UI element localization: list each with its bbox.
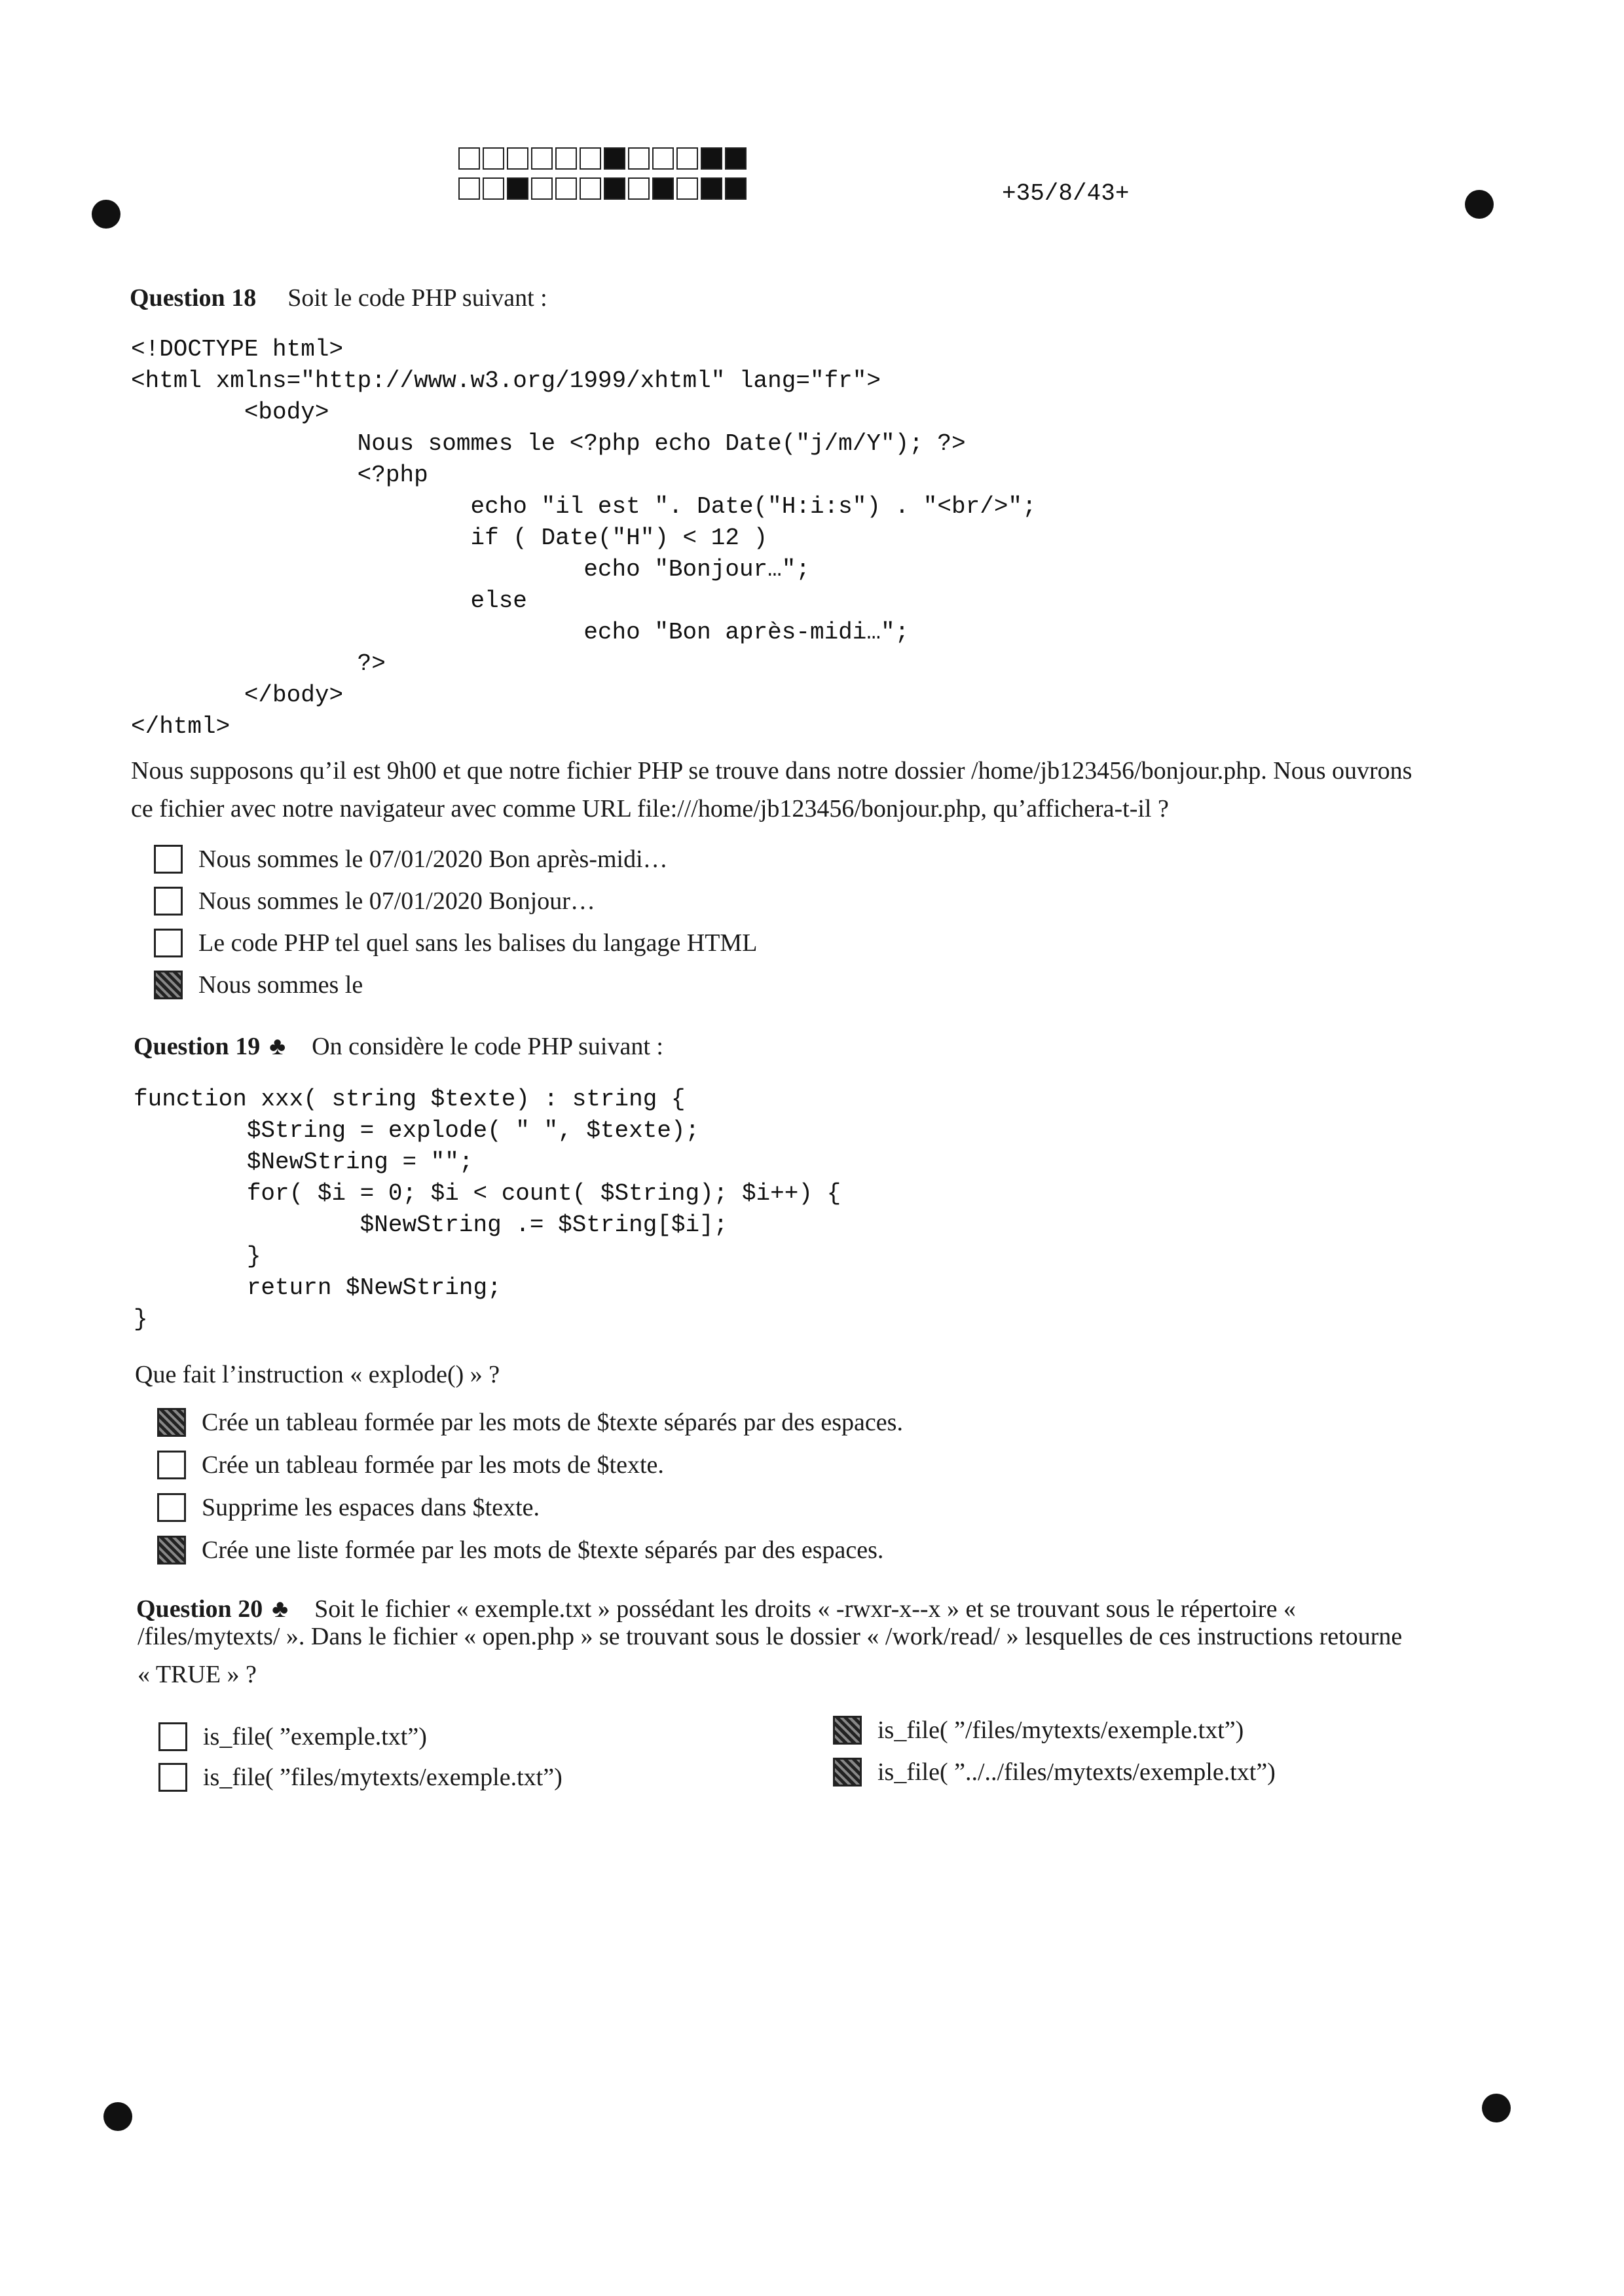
q18-choice-4[interactable] xyxy=(154,971,363,999)
barcode-cell xyxy=(701,177,722,200)
barcode-cell xyxy=(676,177,698,200)
checkbox[interactable] xyxy=(157,1451,186,1479)
barcode-cell xyxy=(531,177,553,200)
q20-choice-1[interactable] xyxy=(158,1722,427,1751)
barcode-row-2 xyxy=(458,177,749,202)
choice-label: Supprime les espaces dans $texte. xyxy=(202,1494,540,1521)
registration-dot-bottom-right xyxy=(1482,2094,1511,2122)
checkbox[interactable] xyxy=(833,1716,862,1745)
checkbox[interactable] xyxy=(154,887,183,916)
choice-label: Nous sommes le xyxy=(198,971,363,999)
choice-label: Crée un tableau formée par les mots de $texte séparés par des espaces. xyxy=(202,1409,903,1436)
barcode-cell xyxy=(580,177,601,200)
question-19-header xyxy=(134,1032,663,1061)
question-20-text: /files/mytexts/ ». Dans le fichier « open.php » se trouvant sous le dossier « /work/read/ » lesquelles de ces instructions retourne « TRUE » ? xyxy=(138,1623,1403,1688)
q18-choice-3[interactable] xyxy=(154,929,757,957)
registration-dot-top-left xyxy=(92,200,120,229)
q20-choice-4[interactable] xyxy=(833,1758,1276,1787)
barcode-cell xyxy=(555,177,577,200)
barcode-cell xyxy=(725,147,747,170)
checkbox[interactable] xyxy=(157,1536,186,1565)
q19-choice-2[interactable] xyxy=(157,1451,664,1479)
barcode-cell xyxy=(652,147,674,170)
q19-choice-4[interactable] xyxy=(157,1536,883,1565)
checkbox[interactable] xyxy=(154,929,183,957)
barcode-cell xyxy=(652,177,674,200)
checkbox[interactable] xyxy=(154,845,183,874)
barcode-cell xyxy=(458,177,480,200)
checkbox[interactable] xyxy=(154,971,183,999)
question-20-intro: Soit le fichier « exemple.txt » possédant les droits « -rwxr-x--x » et se trouvant sous le répertoire « xyxy=(314,1595,1296,1623)
checkbox[interactable] xyxy=(157,1493,186,1522)
club-icon: ♣ xyxy=(272,1595,289,1623)
question-19-text: Que fait l’instruction « explode() » ? xyxy=(135,1361,500,1388)
question-19-number: Question 19 xyxy=(134,1033,261,1060)
question-18-number: Question 18 xyxy=(130,284,257,312)
q18-choice-1[interactable] xyxy=(154,845,668,874)
barcode-cell xyxy=(628,147,650,170)
registration-dot-bottom-left xyxy=(103,2102,132,2131)
checkbox[interactable] xyxy=(157,1408,186,1437)
question-18-text: Nous supposons qu’il est 9h00 et que notre fichier PHP se trouve dans notre dossier /home/jb123456/bonjour.php. Nous ouvrons ce fichier avec notre navigateur avec comme URL file:///home/jb123456/bonjour.php, qu’affichera-t-il ? xyxy=(131,757,1412,823)
registration-dot-top-right xyxy=(1465,190,1494,219)
checkbox[interactable] xyxy=(833,1758,862,1787)
page-code: +35/8/43+ xyxy=(1002,180,1130,207)
barcode-cell xyxy=(604,177,625,200)
choice-label: is_file( ”/files/mytexts/exemple.txt”) xyxy=(877,1716,1244,1744)
choice-label: Crée un tableau formée par les mots de $texte. xyxy=(202,1451,664,1479)
question-18-intro: Soit le code PHP suivant : xyxy=(287,284,547,312)
choice-label: is_file( ”files/mytexts/exemple.txt”) xyxy=(203,1764,563,1791)
question-18-code: <!DOCTYPE html> <html xmlns="http://www.w3.org/1999/xhtml" lang="fr"> <body> Nous sommes le <?php echo Date("j/m/Y"); ?> <?php echo "il est ". Date("H:i:s") . "<br/>"; if ( Date("H") < 12 ) echo "Bonjour…"; else echo "Bon après-midi…"; ?> </body> </html> xyxy=(131,336,1037,740)
barcode-cell xyxy=(604,147,625,170)
checkbox[interactable] xyxy=(158,1763,187,1792)
barcode-cell xyxy=(725,177,747,200)
question-19-code: function xxx( string $texte) : string { $String = explode( " ", $texte); $NewString = ""; for( $i = 0; $i < count( $String); $i++) { $NewString .= $String[$i]; } return $NewString; } xyxy=(134,1086,841,1333)
q19-choice-1[interactable] xyxy=(157,1408,903,1437)
choice-label: Nous sommes le 07/01/2020 Bonjour… xyxy=(198,887,595,915)
checkbox[interactable] xyxy=(158,1722,187,1751)
barcode-cell xyxy=(676,147,698,170)
question-19-intro: On considère le code PHP suivant : xyxy=(312,1033,663,1060)
barcode-cell xyxy=(580,147,601,170)
barcode-cell xyxy=(458,147,480,170)
q18-choice-2[interactable] xyxy=(154,887,595,916)
q20-choice-2[interactable] xyxy=(158,1763,563,1792)
barcode-cell xyxy=(701,147,722,170)
barcode-cell xyxy=(483,147,504,170)
choice-label: Nous sommes le 07/01/2020 Bon après-midi… xyxy=(198,845,668,873)
barcode-cell xyxy=(531,147,553,170)
choice-label: is_file( ”exemple.txt”) xyxy=(203,1723,427,1750)
choice-label: Le code PHP tel quel sans les balises du langage HTML xyxy=(198,929,758,957)
barcode-cell xyxy=(507,177,528,200)
choice-label: Crée une liste formée par les mots de $texte séparés par des espaces. xyxy=(202,1536,884,1564)
choice-label: is_file( ”../../files/mytexts/exemple.txt”) xyxy=(877,1758,1276,1786)
answer-sheet-barcode xyxy=(458,147,749,208)
question-18-header xyxy=(130,284,547,312)
club-icon: ♣ xyxy=(269,1033,286,1060)
barcode-cell xyxy=(507,147,528,170)
barcode-cell xyxy=(483,177,504,200)
barcode-row-1 xyxy=(458,147,749,172)
barcode-cell xyxy=(628,177,650,200)
question-20-number: Question 20 xyxy=(136,1595,263,1623)
q19-choice-3[interactable] xyxy=(157,1493,540,1522)
q20-choice-3[interactable] xyxy=(833,1716,1244,1745)
barcode-cell xyxy=(555,147,577,170)
